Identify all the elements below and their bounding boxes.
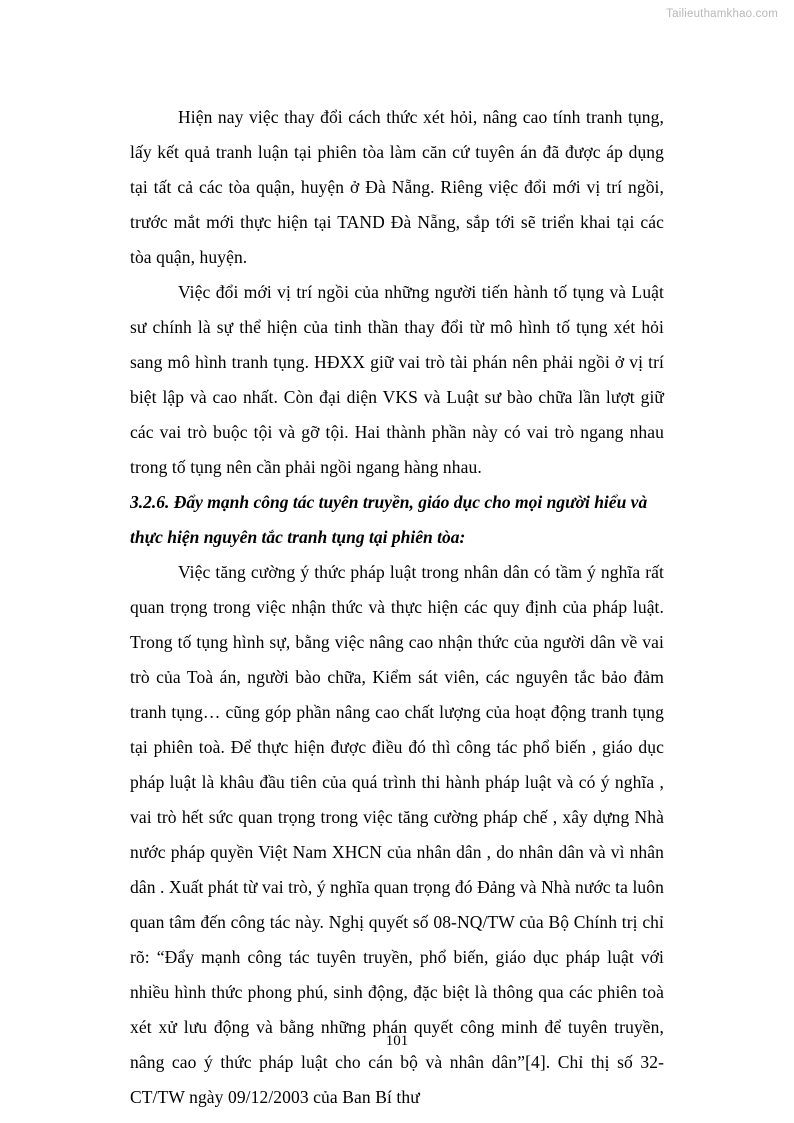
section-heading-3-2-6: 3.2.6. Đẩy mạnh công tác tuyên truyền, giáo dục cho mọi người hiểu và thực hiện nguyên tắc tranh tụng tại phiên tòa: xyxy=(130,492,648,547)
body-paragraph-1: Hiện nay việc thay đổi cách thức xét hỏi, nâng cao tính tranh tụng, lấy kết quả tranh luận tại phiên tòa làm căn cứ tuyên án đã được áp dụng tại tất cả các tòa quận, huyện ở Đà Nẵng. Riêng việc đổi mới vị trí ngồi, trước mắt mới thực hiện tại TAND Đà Nẵng, sắp tới sẽ triển khai tại các tòa quận, huyện. xyxy=(130,107,664,267)
watermark-text: Tailieuthamkhao.com xyxy=(666,8,778,20)
page-content xyxy=(130,100,664,1115)
page-number: 101 xyxy=(385,1033,409,1049)
body-paragraph-2: Việc đổi mới vị trí ngồi của những người tiến hành tố tụng và Luật sư chính là sự thể hiện của tinh thần thay đổi từ mô hình tố tụng xét hỏi sang mô hình tranh tụng. HĐXX giữ vai trò tài phán nên phải ngồi ở vị trí biệt lập và cao nhất. Còn đại diện VKS và Luật sư bào chữa lần lượt giữ các vai trò buộc tội và gỡ tội. Hai thành phần này có vai trò ngang nhau trong tố tụng nên cần phải ngồi ngang hàng nhau. xyxy=(130,282,664,477)
body-paragraph-3: Việc tăng cường ý thức pháp luật trong nhân dân có tầm ý nghĩa rất quan trọng trong việc nhận thức và thực hiện các quy định của pháp luật. Trong tố tụng hình sự, bằng việc nâng cao nhận thức của người dân về vai trò của Toà án, người bào chữa, Kiểm sát viên, các nguyên tắc bảo đảm tranh tụng… cũng góp phần nâng cao chất lượng của hoạt động tranh tụng tại phiên toà. Để thực hiện được điều đó thì công tác phổ biến , giáo dục pháp luật là khâu đầu tiên của quá trình thi hành pháp luật và có ý nghĩa , vai trò hết sức quan trọng trong việc tăng cường pháp chế , xây dựng Nhà nước pháp quyền Việt Nam XHCN của nhân dân , do nhân dân và vì nhân dân . Xuất phát từ vai trò, ý nghĩa quan trọng đó Đảng và Nhà nước ta luôn quan tâm đến công tác này. Nghị quyết số 08-NQ/TW của Bộ Chính trị chỉ rõ: “Đẩy mạnh công tác tuyên truyền, phổ biến, giáo dục pháp luật với nhiều hình thức phong phú, sinh động, đặc biệt là thông qua các phiên toà xét xử lưu động và bằng những phán quyết công minh để tuyên truyền, nâng cao ý thức pháp luật cho cán bộ và nhân dân”[4]. Chỉ thị số 32-CT/TW ngày 09/12/2003 của Ban Bí thư xyxy=(130,562,664,1107)
